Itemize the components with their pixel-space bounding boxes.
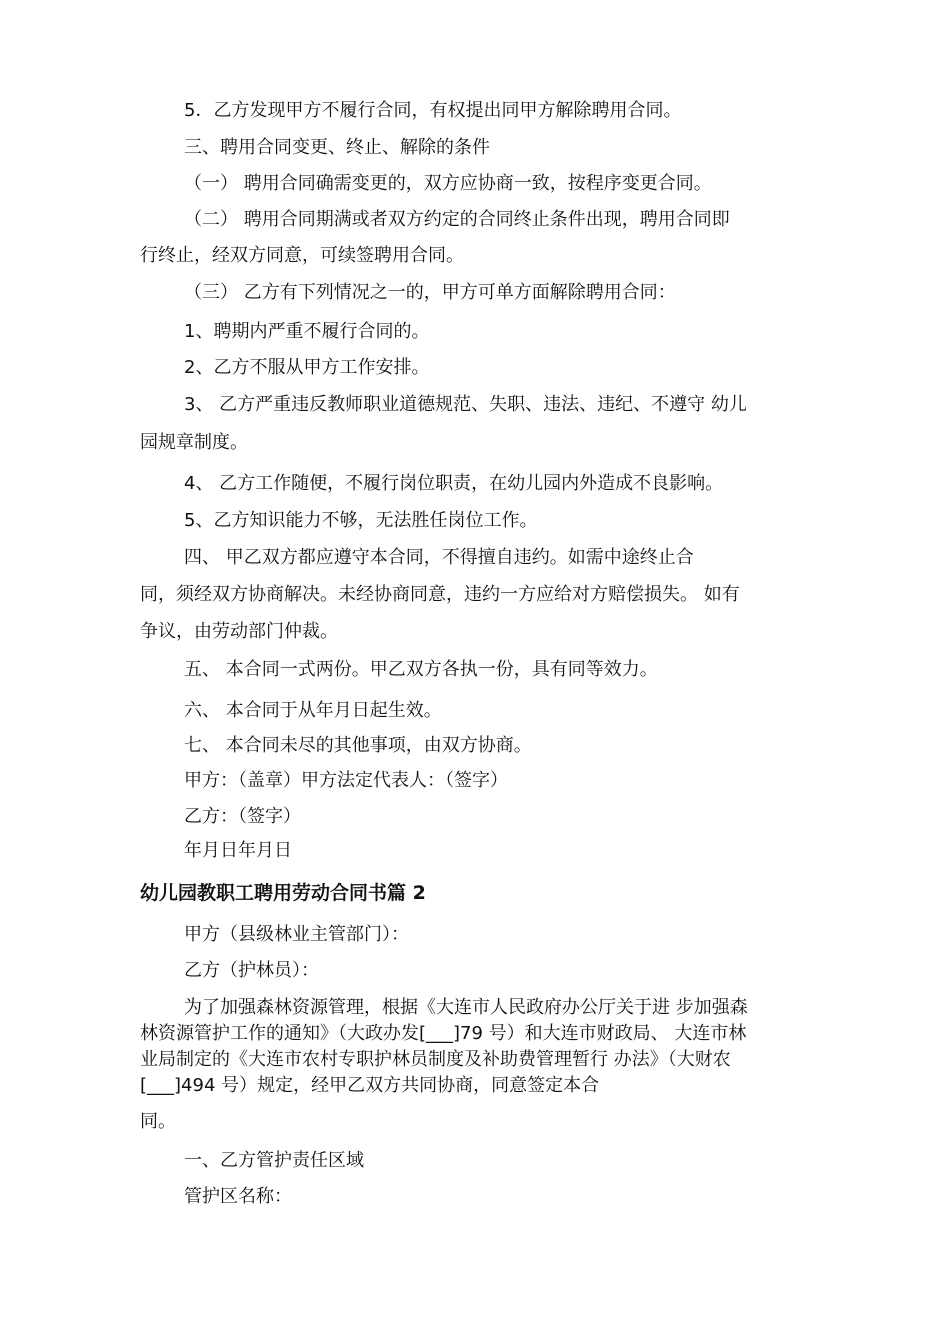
item-3-text: 3、 乙方严重违反教师职业道德规范、失职、违法、违纪、不遵守 幼儿 [184, 394, 747, 415]
clause-3-2-text: （二） 聘用合同期满或者双方约定的合同终止条件出现，聘用合同即 [184, 209, 730, 230]
section-6-text: 六、 本合同于从年月日起生效。 [184, 700, 442, 721]
clause-3-2-text-cont: 行终止，经双方同意，可续签聘用合同。 [140, 245, 464, 266]
preamble-line-5: 同。 [140, 1111, 176, 1132]
item-1-text: 1、聘期内严重不履行合同的。 [184, 321, 430, 342]
preamble-line-3: 业局制定的《大连市农村专职护林员制度及补助费管理暂行 办法》（大财农 [140, 1049, 731, 1070]
party-b-line: 乙方（护林员）： [184, 960, 319, 981]
section-1-heading: 一、乙方管护责任区域 [184, 1150, 364, 1171]
date-line: 年月日年月日 [184, 840, 292, 861]
clause-5-text: 5．乙方发现甲方不履行合同，有权提出同甲方解除聘用合同。 [184, 100, 682, 121]
item-5-text: 5、乙方知识能力不够，无法胜任岗位工作。 [184, 510, 538, 531]
party-a-line: 甲方（县级林业主管部门）： [184, 924, 409, 945]
party-b-signature-line: 乙方：（签字） [184, 806, 301, 827]
clause-3-1-text: （一） 聘用合同确需变更的，双方应协商一致，按程序变更合同。 [184, 173, 712, 194]
article-2-title: 幼儿园教职工聘用劳动合同书篇 2 [140, 882, 426, 904]
section-4-text: 四、 甲乙双方都应遵守本合同，不得擅自违约。如需中途终止合 [184, 547, 694, 568]
preamble-line-1: 为了加强森林资源管理，根据《大连市人民政府办公厅关于进 步加强森 [184, 997, 748, 1018]
item-2-text: 2、乙方不服从甲方工作安排。 [184, 357, 430, 378]
section-5-text: 五、 本合同一式两份。甲乙双方各执一份，具有同等效力。 [184, 659, 658, 680]
clause-3-3-text: （三） 乙方有下列情况之一的，甲方可单方面解除聘用合同： [184, 282, 676, 303]
preamble-line-4: [___]494 号）规定，经甲乙双方共同协商，同意签定本合 [140, 1075, 600, 1096]
item-4-text: 4、 乙方工作随便，不履行岗位职责，在幼儿园内外造成不良影响。 [184, 473, 724, 494]
party-a-signature-line: 甲方：（盖章）甲方法定代表人：（签字） [184, 770, 508, 791]
preamble-line-2: 林资源管护工作的通知》（大政办发[___]79 号）和大连市财政局、 大连市林 [140, 1023, 747, 1044]
item-3-text-cont: 园规章制度。 [140, 432, 248, 453]
protection-area-name-label: 管护区名称： [184, 1186, 292, 1207]
section-4-text-cont-1: 同，须经双方协商解决。未经协商同意，违约一方应给对方赔偿损失。 如有 [140, 584, 740, 605]
section-3-heading: 三、聘用合同变更、终止、解除的条件 [184, 137, 490, 158]
section-7-text: 七、 本合同未尽的其他事项，由双方协商。 [184, 735, 532, 756]
section-4-text-cont-2: 争议，由劳动部门仲裁。 [140, 621, 338, 642]
